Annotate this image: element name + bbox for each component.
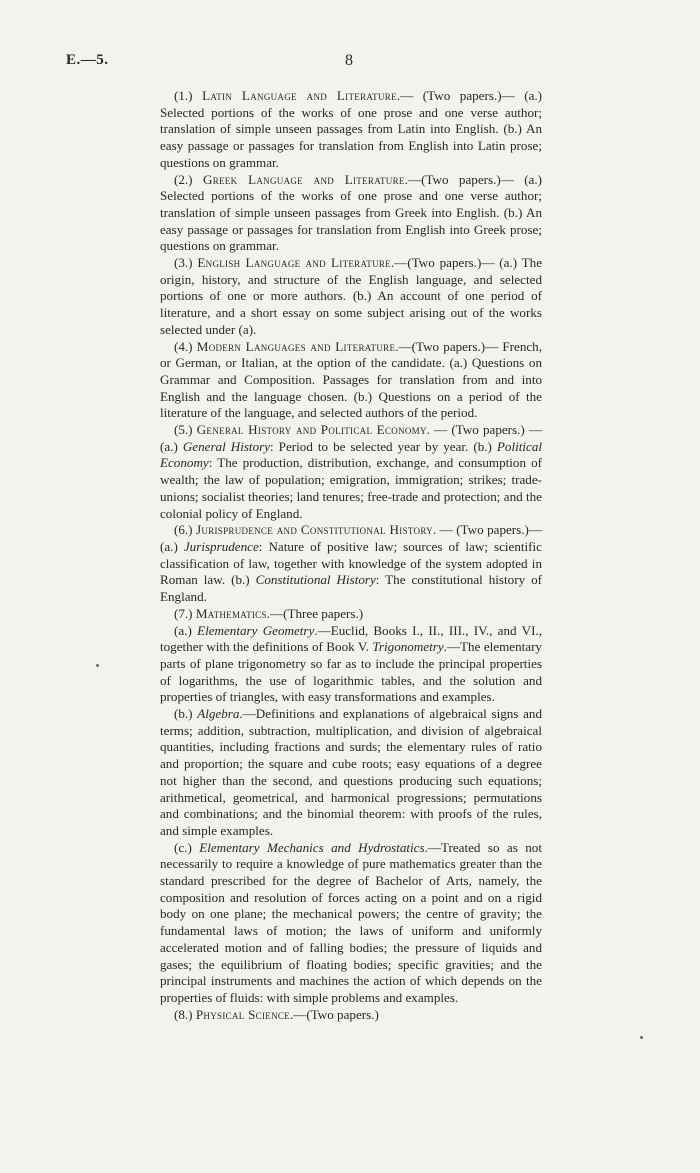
section-number: (4.)	[174, 338, 193, 354]
paper-speck	[96, 664, 99, 667]
section-number: (2.)	[174, 171, 193, 187]
section-heading: Greek Language and Literature	[202, 171, 405, 187]
section-heading: Modern Languages and Literature	[196, 338, 396, 354]
paragraph-geometry	[160, 623, 542, 707]
paragraph-text: : The production, distribution, exchange, and consumption of wealth; the law of population; emigration, immigration; strikes; trade-unions; socialist theories; land tenures; free-trade and protection; and the colonial policy of England.	[160, 455, 542, 521]
section-heading: Mathematics	[195, 605, 267, 621]
paragraph-text: .—(Two papers.)— (a.) Selected portions of the works of one prose and one verse author; translation of simple unseen passages from Greek into English. (b.) An easy passage or passages for translation from English into Greek prose; questions on grammar.	[160, 171, 542, 254]
italic-term: Elementary Geometry	[197, 622, 315, 638]
paragraph-text: .—(Two papers.)	[289, 1006, 379, 1022]
paragraph-algebra	[160, 706, 542, 840]
section-number: (8.)	[174, 1006, 193, 1022]
paragraph-text: : The constitutional history of England.	[160, 572, 542, 605]
paragraph-text: : Nature of positive law; sources of law; scientific classification of law, together with knowledge of the system adopted in Roman law. (b.)	[160, 538, 542, 588]
italic-term: Algebra	[197, 706, 240, 722]
italic-term: Elementary Mechanics and Hydrostatics	[199, 839, 425, 855]
italic-term: Jurisprudence	[183, 538, 259, 554]
section-number: (6.)	[174, 522, 193, 538]
paragraph-physical-science	[160, 1007, 542, 1024]
paragraph-text: : Period to be selected year by year. (b.)	[270, 438, 497, 454]
paragraph-modern-languages	[160, 339, 542, 423]
italic-term: Trigonometry	[372, 639, 444, 655]
section-heading: General History and Political Economy	[196, 422, 427, 438]
text-column	[160, 88, 542, 1023]
paragraph-text: .—Treated so as not necessarily to require a knowledge of pure mathematics greater than the standard prescribed for the degree of Bachelor of Arts, namely, the composition and resolution of forces acting on a point and on a rigid body on one plane; the mechanical powers; the centre of gravity; the fundamental laws of motion; the laws of uniform and uniformly accelerated motion and of falling bodies; the pressure of liquids and gases; the equilibrium of floating bodies; specific gravities; and the principal instruments and machines the action of which depends on the properties of fluids: with simple problems and examples.	[160, 839, 542, 1005]
section-number: (1.)	[174, 88, 193, 103]
page-number: 8	[345, 52, 353, 69]
paper-speck	[640, 1036, 643, 1039]
paragraph-mechanics	[160, 840, 542, 1007]
paragraph-history-economy	[160, 422, 542, 522]
section-heading: Physical Science	[195, 1006, 290, 1022]
paragraph-text: (c.)	[174, 839, 200, 855]
italic-term: Constitutional History	[255, 572, 376, 588]
paragraph-text: .—(Two papers.)— French, or German, or Italian, at the option of the candidate. (a.) Questions on Grammar and Composition. Passages for translation from and into English and the language chosen. (b.) Questions on a period of the literature of the language, and selected authors of the period.	[160, 338, 542, 421]
paragraph-latin	[160, 88, 542, 172]
paragraph-text: .—(Two papers.)— (a.) The origin, history, and structure of the English language, and selected portions of one or more authors. (b.) An account of one period of literature, and a short essay on some subject arising out of the works selected under (a).	[160, 255, 543, 337]
paragraph-text: (a.)	[174, 622, 198, 638]
paragraph-text: . — (Two papers.)—(a.)	[160, 522, 542, 554]
document-reference: E.—5.	[66, 52, 109, 68]
paragraph-text: (b.)	[174, 706, 198, 722]
paragraph-jurisprudence	[160, 522, 542, 606]
paragraph-text: .—(Three papers.)	[266, 605, 364, 621]
paragraph-text: . — (Two papers.) — (a.)	[160, 422, 542, 454]
paragraph-mathematics	[160, 606, 542, 623]
paragraph-text: .—The elementary parts of plane trigonometry so far as to include the principal properties of logarithms, the use of logarithmic tables, and the solution and properties of triangles, with easy transformations and examples.	[160, 639, 542, 705]
section-number: (5.)	[174, 422, 193, 438]
italic-term: Political Economy	[160, 438, 542, 471]
section-number: (3.)	[174, 255, 193, 271]
italic-term: General History	[182, 438, 271, 454]
paragraph-greek	[160, 172, 542, 256]
section-heading: Latin Language and Literature	[202, 88, 397, 103]
section-heading: English Language and Literature	[197, 255, 391, 271]
paragraph-text: .—Definitions and explanations of algebraical signs and terms; addition, subtraction, multiplication, and division of algebraical quantities, including fractions and surds; the elementary rules of ratio and proportion; the square and cube roots; easy equations of a degree not higher than the second, and questions producing such equations; arithmetical, geometrical, and harmonical progressions; permutations and combinations; and the binomial theorem: with proofs of the rules, and simple examples.	[160, 706, 542, 838]
paragraph-text: .—Euclid, Books I., II., III., IV., and VI., together with the definitions of Book V.	[160, 622, 542, 655]
section-heading: Jurisprudence and Constitutional History	[196, 522, 433, 538]
paragraph-text: .— (Two papers.)— (a.) Selected portions of the works of one prose and one verse author; translation of simple unseen passages from Latin into English. (b.) An easy passage or passages for translation from English into Latin prose; questions on grammar.	[160, 88, 543, 170]
section-number: (7.)	[174, 605, 193, 621]
paragraph-english	[160, 255, 542, 339]
